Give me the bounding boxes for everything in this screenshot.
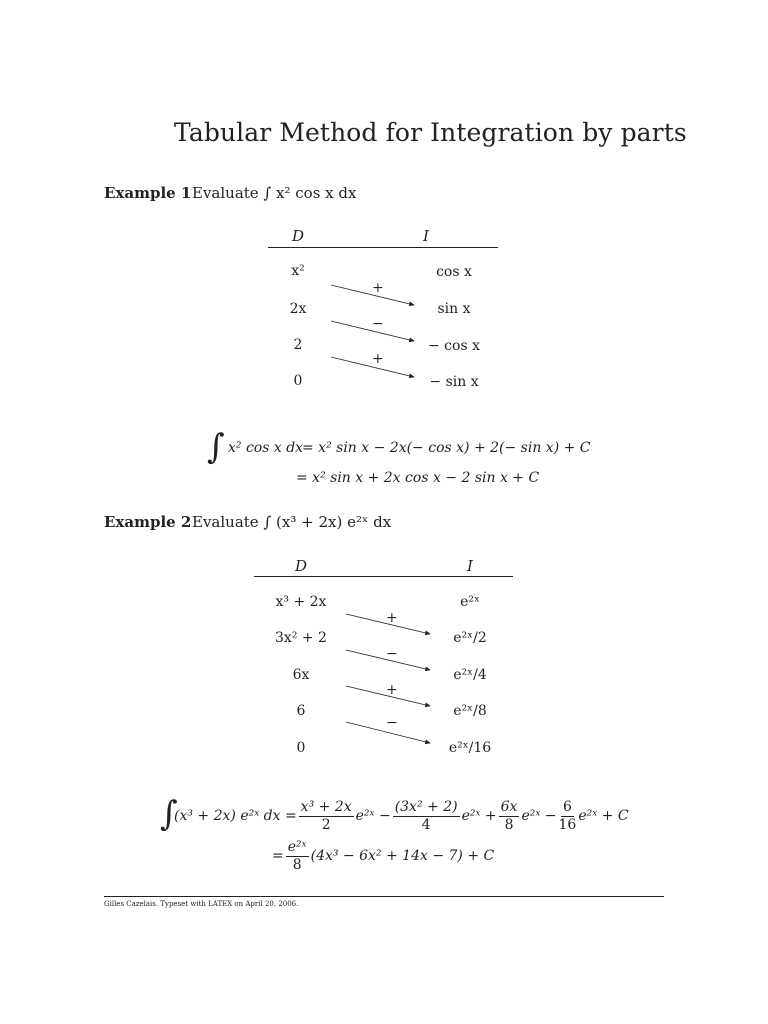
example1-sign: − [372,316,384,332]
example2-label: Example 2 [104,513,192,531]
example1-i-row: sin x [437,301,471,317]
fraction-numerator: 6 [562,798,572,815]
example2-d-row: 6x [292,667,310,683]
example2-i-row: e²ˣ/16 [448,740,492,756]
fraction [286,839,309,874]
example2-sign: − [386,646,398,662]
example2-header-d: D [295,557,308,575]
example2-i-row: e²ˣ/2 [453,630,487,646]
footer-rule [104,896,664,897]
example1-label: Example 1 [104,184,192,202]
fraction-numerator: 6x [500,798,518,815]
example2-result-lhs: (x³ + 2x) e²ˣ dx = [174,808,297,824]
term-tail: e²ˣ − [355,808,391,824]
example2-i-row: e²ˣ/8 [453,703,487,719]
integral-sign: ∫ [160,794,178,834]
fraction-numerator: (3x² + 2) [394,798,458,815]
example2-arrow [346,614,430,634]
example2-header-i: I [467,557,473,575]
fraction-numerator: x³ + 2x [300,798,352,815]
fraction [393,799,460,834]
fraction-denominator: 8 [504,816,514,833]
example2-i-row: e²ˣ/4 [453,667,487,683]
example1-result-rhs1: = x² sin x − 2x(− cos x) + 2(− sin x) + C [302,440,591,456]
example2-arrow [346,650,430,670]
example1-header-d: D [292,227,305,245]
example1-result-rhs2: = x² sin x + 2x cos x − 2 sin x + C [296,470,540,486]
example1-d-row: 2 [293,337,303,353]
example1-i-row: − cos x [428,338,480,354]
example2-prompt: Evaluate ∫ (x³ + 2x) e²ˣ dx [192,513,392,531]
example1-header-i: I [423,227,429,245]
example1-d-row: 0 [293,373,303,389]
term-tail: (4x³ − 6x² + 14x − 7) + C [310,848,495,864]
example2-i-row: e²ˣ [460,594,480,610]
example1-prompt: Evaluate ∫ x² cos x dx [192,184,357,202]
example1-d-row: x² [291,263,305,279]
example1-i-row: − sin x [429,374,479,390]
footer-text: Gilles Cazelais. Typeset with LATEX on April 20, 2006. [104,900,299,908]
page-title: Tabular Method for Integration by parts [174,118,687,147]
example2-d-row: 6 [296,703,306,719]
example1-i-row: cos x [436,264,472,280]
example2-sign: − [386,715,398,731]
example2-arrow [346,686,430,706]
example2-sign: + [386,682,398,698]
example1-result-lhs: x² cos x dx [228,440,304,456]
example2-arrow [346,722,430,743]
term-tail: e²ˣ − [521,808,557,824]
equals-sign: = [272,848,284,864]
fraction-denominator: 8 [292,856,302,873]
example2-d-row: 3x² + 2 [275,630,327,646]
example2-sign: + [386,610,398,626]
example1-arrow [331,357,414,377]
integral-sign: ∫ [207,427,225,467]
fraction-denominator: 4 [421,816,431,833]
fraction-denominator: 2 [321,816,331,833]
example2-d-row: x³ + 2x [275,594,327,610]
example1-arrow [331,285,414,305]
fraction-numerator: e²ˣ [287,838,307,855]
example1-d-row: 2x [289,301,307,317]
fraction [559,799,577,834]
example1-sign: + [372,351,384,367]
example2-result-line1 [174,798,629,834]
fraction [499,799,520,834]
term-tail: e²ˣ + C [578,808,629,824]
example1-arrow [331,321,414,341]
term-tail: e²ˣ + [461,808,497,824]
fraction-denominator: 16 [558,816,577,833]
example1-sign: + [372,280,384,296]
fraction [299,799,354,834]
example2-d-row: 0 [296,740,306,756]
example2-result-line2 [272,838,494,874]
